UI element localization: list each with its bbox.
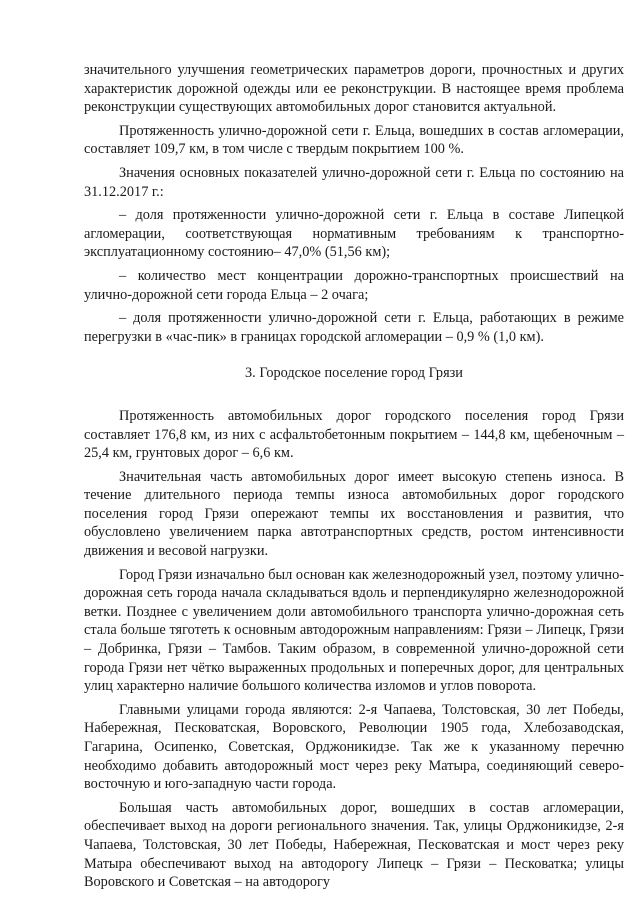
list-item-overload-share: – доля протяженности улично-дорожной сети г. Ельца, работающих в режиме перегрузки в «час-пик» в границах городской агломерации – 0,9 % (1,0 км). (84, 310, 624, 345)
paragraph-gryazi-history: Город Грязи изначально был основан как железнодорожный узел, поэтому улично-дорожная сеть города начала складываться вдоль и перпендикулярно железнодорожной ветки. Позднее с увеличением доли автомобильного транспорта улично-дорожная сеть стала больше тяготеть к основным автодорожным направлениям: Грязи – Липецк, Грязи – Добринка, Грязи – Тамбов. Таким образом, в современной улично-дорожной сети города Грязи нет чётко выраженных продольных и поперечных дорог, для центральных улиц характерно наличие большого количества изломов и углов поворота. (84, 566, 624, 695)
document-page (84, 61, 624, 892)
paragraph-gryazi-regional-access: Большая часть автомобильных дорог, вошедших в состав агломерации, обеспечивает выход на дороги регионального значения. Так, улицы Орджоникидзе, 2-я Чапаева, Толстовская, 30 лет Победы, Набережная, Песковатская и мост через реку Матыра обеспечивают выход на автодорогу Липецк – Грязи – Песковатка; улицы Воровского и Советская – на автодорогу (84, 799, 624, 891)
section-heading: 3. Городское поселение город Грязи (245, 365, 463, 382)
list-item-normative-share: – доля протяженности улично-дорожной сети г. Ельца в составе Липецкой агломерации, соответствующая нормативным требованиям к транспортно-эксплуатационному состоянию– 47,0% (51,56 км); (84, 207, 624, 261)
list-item-accident-spots: – количество мест концентрации дорожно-транспортных происшествий на улично-дорожной сети города Ельца – 2 очага; (84, 267, 624, 303)
paragraph-yelets-indicators-intro: Значения основных показателей улично-дорожной сети г. Ельца по состоянию на 31.12.2017 г.: (84, 164, 624, 200)
paragraph-gryazi-wear: Значительная часть автомобильных дорог имеет высокую степень износа. В течение длительного периода темпы износа автомобильных дорог городского поселения город Грязи опережают темпы их восстановления и развития, что обусловлено увеличением парка автотранспортных средств, ростом интенсивности движения и весовой нагрузки. (84, 468, 624, 560)
paragraph-gryazi-main-streets: Главными улицами города являются: 2-я Чапаева, Толстовская, 30 лет Победы, Набережная, Песковатская, Воровского, Революции 1905 года, Хлебозаводская, Гагарина, Осипенко, Советская, Орджоникидзе. Так же к указанному перечню необходимо добавить автодорожный мост через реку Матыра, соединяющий северо-восточную и юго-западную части города. (84, 701, 624, 793)
paragraph-continuation: значительного улучшения геометрических параметров дороги, прочностных и других характеристик дорожной одежды или ее реконструкции. В настоящее время проблема реконструкции существующих автомобильных дорог становится актуальной. (84, 62, 624, 116)
paragraph-yelets-length: Протяженность улично-дорожной сети г. Ельца, вошедших в состав агломерации, составляет 109,7 км, в том числе с твердым покрытием 100 %. (84, 122, 624, 158)
paragraph-gryazi-length: Протяженность автомобильных дорог городского поселения город Грязи составляет 176,8 км, из них с асфальтобетонным покрытием – 144,8 км, щебеночным – 25,4 км, грунтовых дорог – 6,6 км. (84, 407, 624, 462)
